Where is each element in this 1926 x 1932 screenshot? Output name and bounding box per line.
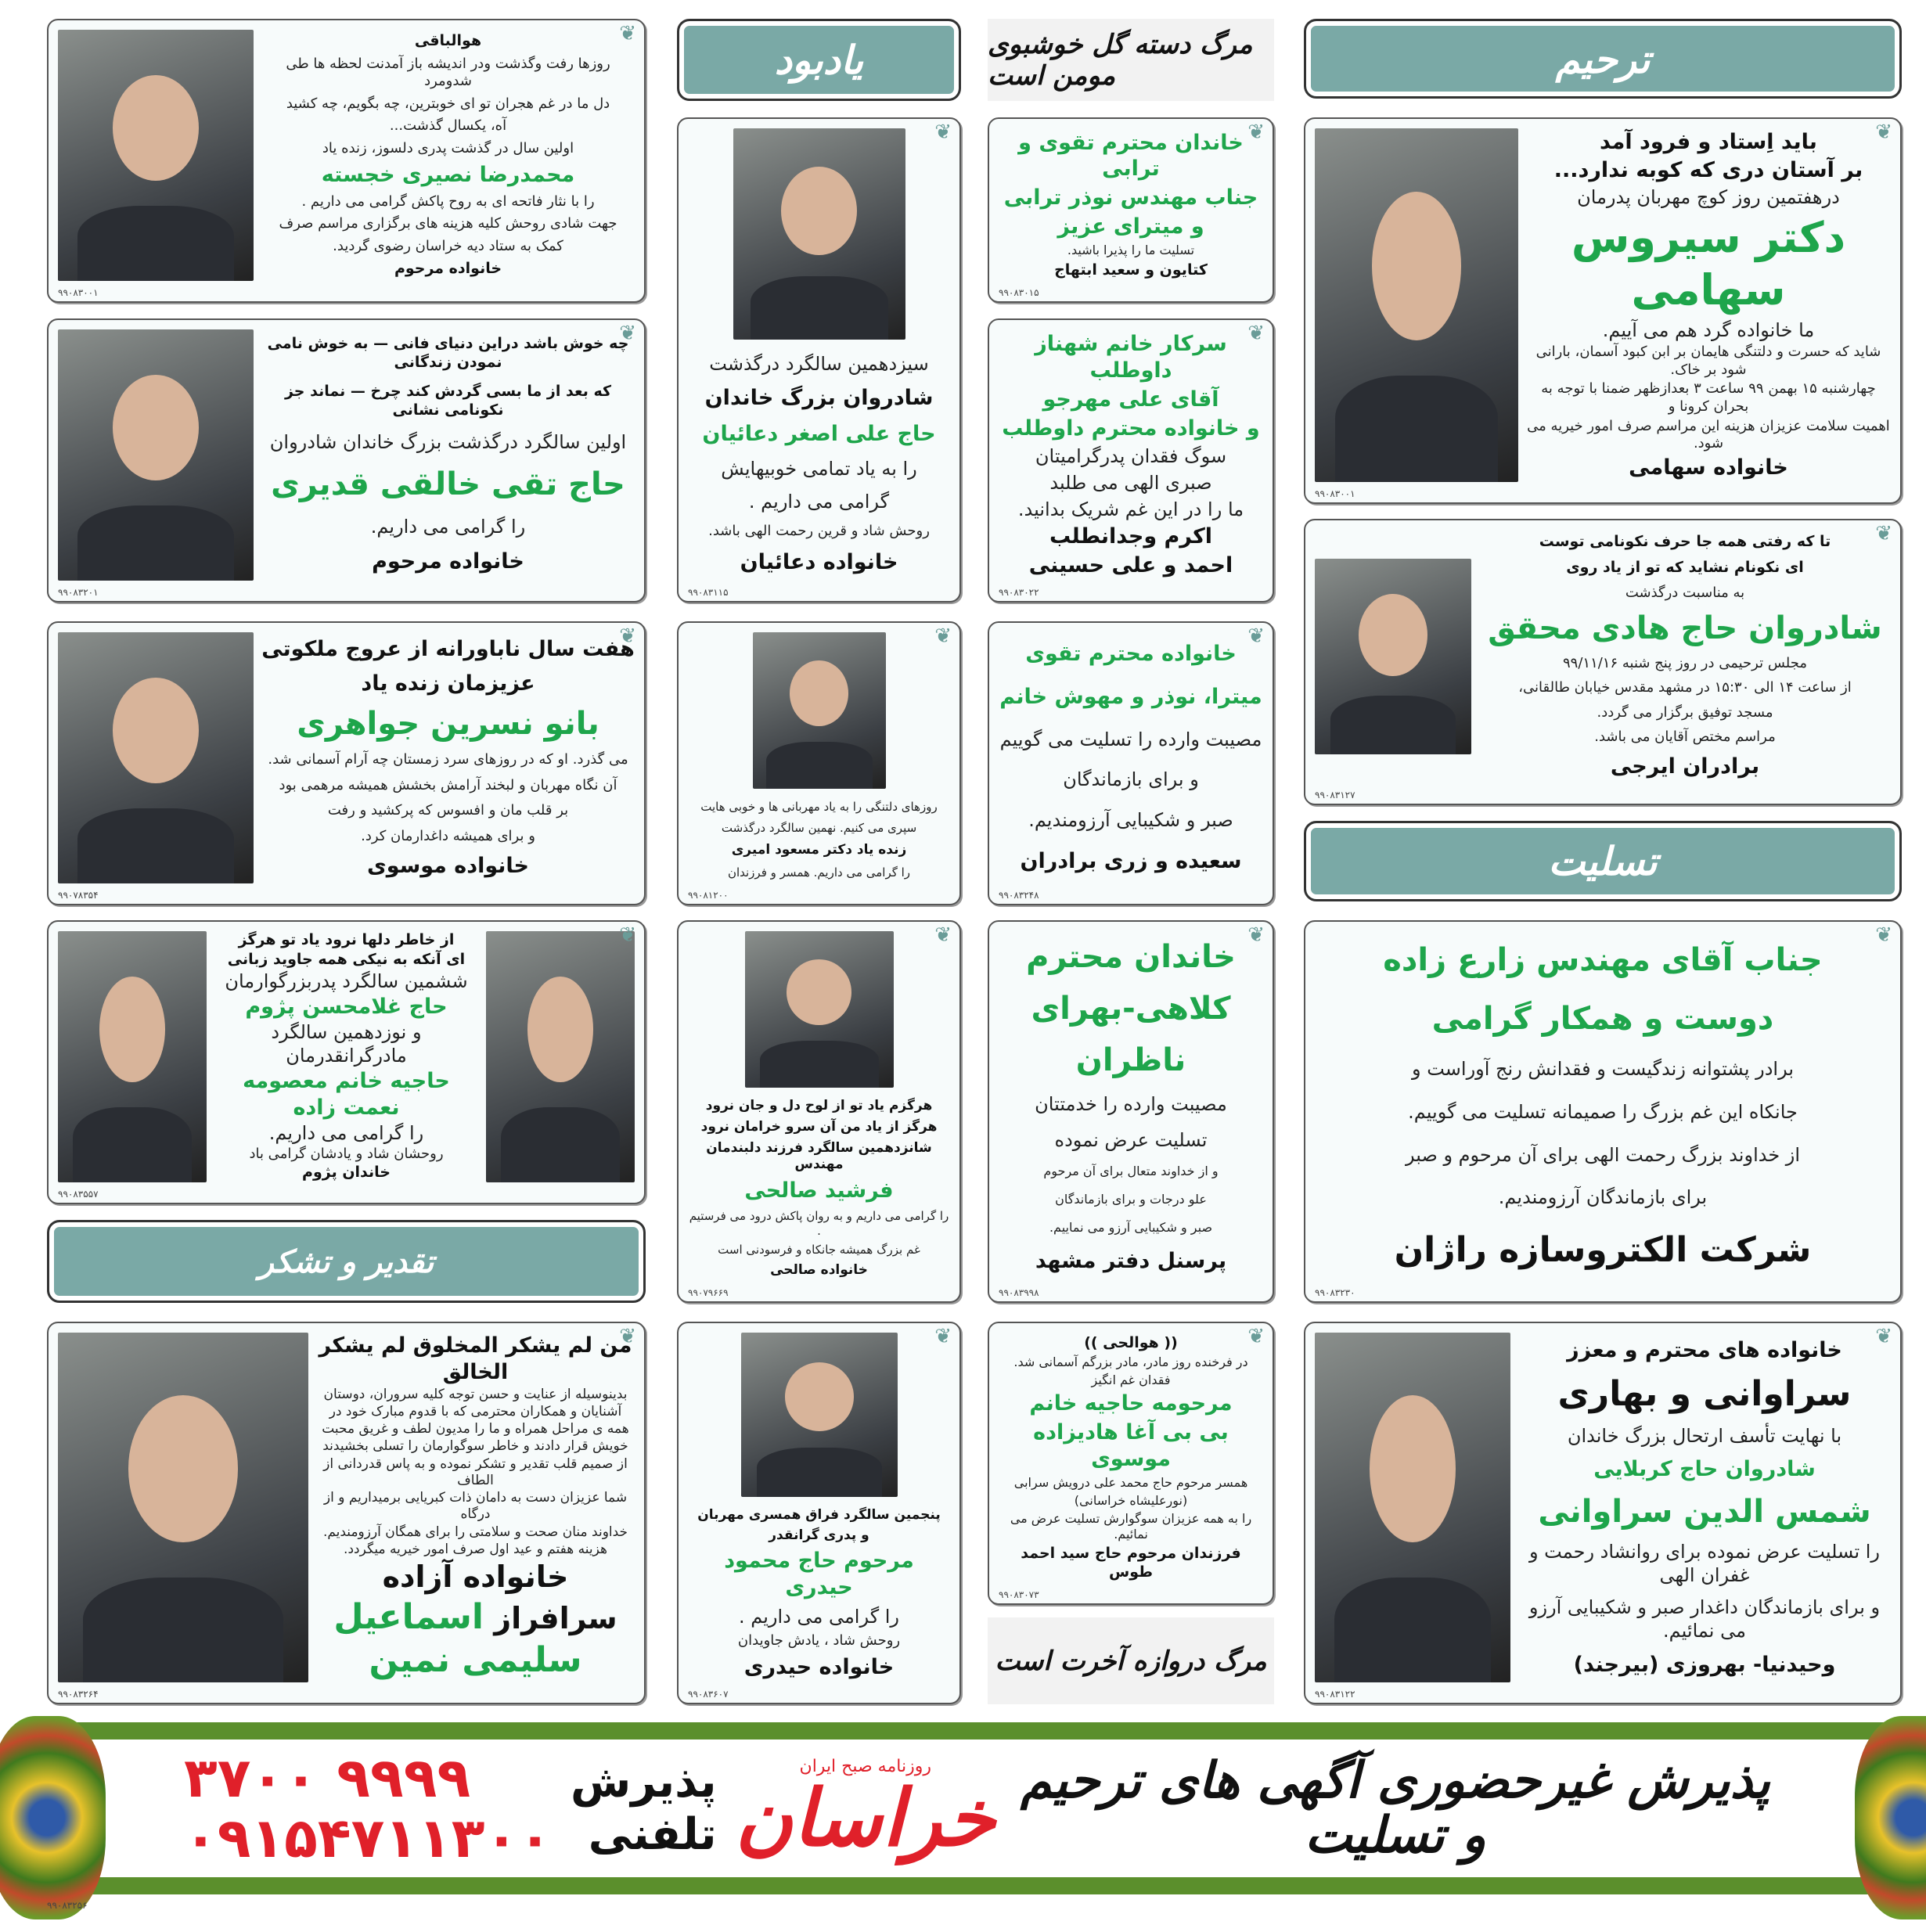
phone-number: ۳۷۰۰ ۹۹۹۹: [184, 1746, 471, 1810]
deceased-name: دکتر سیروس سهامی: [1571, 212, 1846, 315]
ad-line: هفت سال ناباورانه از عروج ملکوتی: [261, 636, 635, 661]
phone-numbers: [184, 1748, 552, 1869]
ad-text: [999, 632, 1263, 883]
ad-line: تا که رفتی همه جا حرف نکونامی توست: [1539, 533, 1831, 551]
ad-line: شانزدهمین سالگرد فرزند دلبندمان مهندس: [706, 1140, 932, 1173]
ad-text: [999, 128, 1263, 281]
logo-subtitle: روزنامه صبح ایران: [799, 1757, 931, 1777]
ad-line: و برای بازماندگان داغدار صبر و شکیبایی آرزو می نمائیم.: [1528, 1596, 1881, 1642]
signature-family: خانواده آزاده سرافراز: [382, 1559, 617, 1636]
obituary-ad: [47, 19, 646, 303]
obituary-ad: [47, 920, 646, 1204]
ad-code: ۹۹۰۸۳۲۵۶: [47, 1900, 88, 1911]
ad-text: [261, 329, 635, 581]
deceased-name: خاندان محترم تقوی و ترابی: [1018, 130, 1244, 182]
ornament-icon: [0, 1716, 106, 1919]
ad-line: و نوزدهمین سالگرد مادرگرانقدرمان: [271, 1021, 422, 1067]
ad-line: خانواده دعائیان: [740, 550, 898, 575]
ad-line: را به همه عزیزان سوگوارش تسلیت عرض می نمائیم.: [1010, 1510, 1252, 1542]
ad-line: تسلیت عرض نموده: [1054, 1128, 1208, 1151]
ad-line: گرامی می داریم .: [748, 490, 890, 513]
ad-code: ۹۹۰۸۳۹۹۸: [999, 1287, 1039, 1298]
deceased-name: شمس الدین سراوانی: [1538, 1493, 1871, 1530]
reception-line: پذیرش: [570, 1756, 717, 1808]
portrait-photo: [58, 1333, 308, 1682]
ad-text: [1479, 530, 1891, 783]
ad-line: ما خانواده گرد هم می آییم.: [1602, 318, 1815, 341]
portrait-photo: [58, 329, 254, 581]
portrait-photo: [486, 931, 635, 1182]
obituary-ad: [1304, 519, 1902, 805]
obituary-ad: [1304, 117, 1902, 504]
ad-line: درهفتمین روز کوچ مهربان پدرمان: [1577, 186, 1840, 209]
portrait-photo: [741, 1333, 898, 1497]
ad-line: و پدری گرانقدر: [769, 1527, 869, 1543]
deceased-name: اسماعیل سلیمی نمین: [333, 1597, 582, 1681]
ad-line: خویش قرار دادند و خاطر سوگوارمان را تسلی بخشیدند: [322, 1438, 628, 1455]
ad-code: ۹۹۰۸۳۱۱۵: [688, 587, 729, 598]
ad-line: مسجد توفیق برگزار می گردد.: [1597, 703, 1773, 721]
ad-line: از خاطر دلها نرود یاد تو هرگز: [238, 931, 455, 949]
ad-line: جانکاه این غم بزرگ را صمیمانه تسلیت می گوییم.: [1408, 1100, 1798, 1123]
obituary-ad: [988, 920, 1274, 1303]
ad-text: [1518, 1333, 1891, 1682]
deceased-name: و خانواده محترم داوطلب: [1002, 416, 1260, 441]
ad-text: [1526, 128, 1891, 482]
ad-line: روحش شاد و قرین رحمت الهی باشد.: [708, 522, 930, 539]
ad-line: بدینوسیله از عنایت و حسن توجه کلیه سروران، دوستان: [323, 1386, 628, 1402]
obituary-ad: [988, 318, 1274, 603]
ad-line: مراسم مختص آقایان می باشد.: [1594, 729, 1776, 746]
ad-code: ۹۹۰۷۹۶۶۹: [688, 1287, 729, 1298]
ad-text: [702, 347, 935, 581]
deceased-name: حاج علی اصغر دعائیان: [702, 421, 936, 446]
ad-line: را گرامی می داریم.: [370, 515, 526, 538]
ad-line: علو درجات و برای بازماندگان: [1055, 1192, 1207, 1207]
ad-line: خاندان پژوم: [302, 1163, 391, 1181]
ad-code: ۹۹۰۸۳۱۲۷: [1315, 790, 1355, 801]
obituary-ad: [677, 920, 961, 1303]
ad-text: [261, 30, 635, 281]
portrait-photo: [58, 30, 254, 281]
ad-line: را با نثار فاتحه ای به روح پاکش گرامی می داریم .: [301, 192, 595, 210]
ad-line: دل ما در غم هجران تو ای خوبترین، چه بگویم، چه کشید: [286, 95, 610, 112]
ad-line: خانواده موسوی: [367, 854, 529, 879]
ad-line: در فرخنده روز مادر، مادر بزرگم آسمانی شد.: [1013, 1355, 1248, 1370]
ad-line: مصیبت وارده را تسلیت می گوییم: [999, 728, 1262, 750]
obituary-ad: [1304, 920, 1902, 1303]
ad-line: عزیزمان زنده یاد: [361, 671, 535, 696]
ad-line: هرگز از یاد من آن سرو خرامان نرود: [700, 1118, 938, 1135]
ad-line: و برای همیشه داغدارمان کرد.: [361, 827, 535, 844]
ornament-icon: [1855, 1716, 1926, 1919]
slogan-text: مرگ دروازه آخرت است: [995, 1645, 1267, 1677]
ad-line: روزها رفت وگذشت ودر اندیشه باز آمدنت لحظه ها طی شدومرد: [286, 55, 610, 90]
ad-text: [700, 797, 937, 883]
header-title: یادبود: [774, 37, 864, 83]
ad-line: کتایون و سعید ابتهاج: [1054, 261, 1208, 279]
deceased-name: جناب آقای مهندس زارع زاده: [1383, 942, 1823, 979]
khorasan-banner: [59, 1722, 1902, 1894]
slogan-top: [988, 19, 1274, 101]
ad-code: ۹۹۰۸۳۰۰۱: [58, 287, 99, 298]
ad-code: ۹۹۰۸۳۰۰۱: [1315, 488, 1355, 499]
portrait-photo: [1315, 1333, 1510, 1682]
slogan-text: مرگ دسته گل خوشبوی مومن است: [988, 28, 1253, 92]
ad-line: اهمیت سلامت عزیزان هزینه این مراسم صرف امور خیریه می شود.: [1527, 417, 1890, 452]
ad-line: اولین سال در گذشت پدری دلسوز، زنده یاد: [322, 139, 574, 157]
ad-code: ۹۹۰۸۳۰۲۲: [999, 587, 1039, 598]
ad-line: فقدان غم انگیز: [1091, 1373, 1171, 1388]
ad-line: شما عزیزان دست به دامان ذات کبریایی برمیداریم و از درگاه: [323, 1490, 628, 1523]
ad-code: ۹۹۰۸۳۲۰۱: [58, 587, 99, 598]
ad-line: ای آنکه به نیکی همه جاوید زبانی: [227, 950, 466, 968]
ad-line: روزهای دلتنگی را به یاد مهربانی ها و خوبی هایت: [700, 800, 938, 815]
deceased-name: جناب مهندس نوذر ترابی: [1003, 185, 1258, 210]
ad-line: پنجمین سالگرد فراق همسری مهربان: [697, 1506, 941, 1523]
obituary-ad: [47, 318, 646, 603]
ad-text: [688, 1505, 950, 1682]
deceased-name: بی بی آغا هادیزاده موسوی: [1033, 1420, 1229, 1471]
ad-text: [999, 329, 1263, 581]
portrait-photo: [58, 931, 207, 1182]
ad-line: صبر و شکیبایی آرزومندیم.: [1028, 808, 1233, 831]
ad-line: شاید که حسرت و دلتنگی هایمان بر ابن کبود آسمان، بارانی شود بر خاک.: [1535, 344, 1881, 378]
reception-label: [571, 1756, 717, 1861]
ad-line: هرگزم یاد تو از لوح دل و جان نرود: [705, 1097, 933, 1114]
ad-line: سعیده و زری برادران: [1020, 849, 1242, 874]
deceased-name: شادروان حاج هادی محقق: [1488, 610, 1882, 647]
ad-line: از صمیم قلب تقدیر و تشکر نموده و به پاس قدردانی از الطاف: [323, 1455, 628, 1488]
ad-line: به مناسبت درگذشت: [1625, 584, 1745, 601]
ad-line: را به یاد تمامی خوبیهایش: [721, 457, 917, 480]
ad-line: سراوانی و بهاری: [1557, 1373, 1852, 1414]
obituary-ad: [677, 1322, 961, 1704]
ad-line: سوگ فقدان پدرگرامیتان: [1035, 445, 1227, 468]
ad-line: احمد و علی حسینی: [1028, 553, 1233, 578]
banner-main-text: پذیرش غیرحضوری آگهی های ترحیم و تسلیت: [1020, 1750, 1770, 1865]
deceased-name: ناظران: [1075, 1042, 1186, 1078]
obituary-ad: [47, 1322, 646, 1704]
ad-line: من لم یشکر المخلوق لم یشکر الخالق: [319, 1333, 632, 1385]
ad-line: می گذرد. او که در روزهای سرد زمستان چه آرام آسمانی شد.: [268, 751, 628, 768]
ad-signature: [316, 1559, 635, 1682]
ad-line: خانواده مرحوم: [372, 549, 524, 574]
deceased-name: حاجیه خانم معصومه نعمت زاده: [243, 1068, 450, 1120]
ad-line: صبری الهی می طلبد: [1049, 472, 1212, 495]
deceased-name: محمدرضا نصیری خجسته: [321, 163, 575, 188]
ad-line: از ساعت ۱۴ الی ۱۵:۳۰ در مشهد مقدس خیابان طالقانی،: [1518, 679, 1852, 696]
deceased-name: حاج تقی خالقی قدیری: [271, 466, 625, 502]
ad-line: صبر و شکیبایی آرزو می نماییم.: [1049, 1220, 1213, 1236]
ad-line: بر قلب مان و افسوس که پرکشید و رفت: [327, 802, 569, 819]
ad-line: خانواده حیدری: [743, 1654, 895, 1679]
portrait-photo: [745, 931, 894, 1088]
phone-number: ۰۹۱۵۴۷۱۱۳۰۰: [184, 1806, 552, 1870]
deceased-name: آقای علی مهرجو: [1042, 387, 1219, 412]
deceased-name: بانو نسرین جواهری: [297, 706, 599, 743]
ad-code: ۹۹۰۸۳۲۴۸: [999, 890, 1039, 901]
ad-code: ۹۹۰۸۳۰۱۵: [999, 287, 1039, 298]
deceased-name: حاج غلامحسن پژوم: [245, 994, 448, 1019]
ad-line: همسر مرحوم حاج محمد علی درویش سرابی: [1013, 1474, 1248, 1490]
deceased-name: دوست و همکار گرامی: [1431, 1000, 1774, 1037]
ad-line: باید اِستاد و فرود آمد: [1600, 130, 1817, 155]
ad-line: بر آستان دری که کوبه ندارد...: [1553, 158, 1863, 183]
ad-line: آشنایان و همکاران محترمی که با قدوم مبارک خود در: [329, 1404, 622, 1420]
header-title: تسلیت: [1548, 838, 1658, 884]
ad-line: خانواده های محترم و معزز: [1567, 1337, 1842, 1362]
obituary-ad: [677, 117, 961, 603]
ad-line: سیزدهمین سالگرد درگذشت: [709, 353, 929, 376]
obituary-ad: [988, 621, 1274, 905]
ad-line: ما را در این غم شریک بدانید.: [1017, 498, 1244, 520]
header-taghdir: [47, 1220, 646, 1303]
ad-line: خانواده مرحوم: [394, 260, 502, 278]
ad-line: سپری می کنیم. نهمین سالگرد درگذشت: [721, 821, 917, 836]
ad-text: [316, 1333, 635, 1682]
ad-text: [1315, 931, 1891, 1281]
ad-line: (نورعلیشاه خراسانی): [1074, 1492, 1188, 1508]
ad-line: از خداوند بزرگ رحمت الهی برای آن مرحوم و صبر: [1405, 1143, 1801, 1166]
portrait-photo: [1315, 559, 1471, 754]
obituary-ad: [1304, 1322, 1902, 1704]
ad-line: وحیدنیا- بهروزی (بیرجند): [1573, 1652, 1836, 1677]
portrait-photo: [733, 128, 905, 340]
ad-code: ۹۹۰۸۳۲۳۰: [1315, 1287, 1355, 1298]
obituary-ad: [677, 621, 961, 905]
ad-line: هزینه هفتم و عید اول صرف امور خیریه میگردد.: [344, 1541, 607, 1557]
deceased-name: مرحوم حاج محمود حیدری: [724, 1549, 914, 1600]
ad-line: اولین سالگرد درگذشت بزرگ خاندان شادروان: [269, 431, 627, 454]
ad-line: کمک به ستاد دیه خراسان رضوی گردید.: [333, 237, 563, 254]
slogan-bottom: [988, 1617, 1274, 1704]
ad-line: (( هوالحی )): [1084, 1333, 1178, 1351]
ad-code: ۹۹۰۸۳۲۶۴: [58, 1689, 99, 1700]
ad-line: شادروان بزرگ خاندان: [704, 386, 934, 411]
ad-text: [261, 632, 635, 883]
ad-code: ۹۹۰۸۱۲۰۰: [688, 890, 729, 901]
reception-line: تلفنی: [588, 1809, 717, 1860]
ad-line: چه خوش باشد دراین دنیای فانی — به خوش نامی نمودن زندگانی: [267, 334, 629, 371]
deceased-name: و میترای عزیز: [1057, 214, 1204, 239]
ad-line: روحشان شاد و یادشان گرامی باد: [249, 1145, 444, 1162]
ad-line: را تسلیت عرض نموده برای روانشاد رحمت و غفران الهی: [1528, 1540, 1881, 1586]
ad-line: اکرم وجدانطلب: [1049, 524, 1213, 549]
deceased-name: شادروان حاج کربلایی: [1593, 1457, 1816, 1482]
portrait-photo: [1315, 128, 1518, 482]
ad-text: [999, 1333, 1263, 1583]
ad-line: خداوند منان صحت و سلامتی را برای همگان آرزومندیم.: [322, 1524, 628, 1540]
header-yadbood: [677, 19, 961, 101]
ad-line: جهت شادی روحش کلیه هزینه های برگزاری مراسم صرف: [279, 215, 617, 232]
ad-code: ۹۹۰۸۳۱۲۲: [1315, 1689, 1355, 1700]
ad-line: آه، یکسال گذشت...: [389, 117, 507, 135]
header-title: تقدیر و تشکر: [258, 1243, 434, 1280]
ad-code: ۹۹۰۷۸۳۵۴: [58, 890, 99, 901]
deceased-name: مرحومه حاجیه خانم: [1029, 1391, 1233, 1416]
ad-text: [214, 931, 478, 1182]
header-tarhim: [1304, 19, 1902, 99]
ad-code: ۹۹۰۸۳۵۵۷: [58, 1189, 99, 1200]
ad-line: تسلیت ما را پذیرا باشید.: [1067, 243, 1195, 258]
ad-line: برادر پشتوانه زندگیست و فقدانش رنج آوراست و: [1412, 1058, 1795, 1081]
ad-line: که بعد از ما بسی گردش کند چرخ — نماند جز نکونامی نشانی: [284, 383, 612, 419]
ad-line: غم بزرگ همیشه جانکاه و فرسودنی است: [718, 1243, 920, 1257]
ad-code: ۹۹۰۸۳۶۰۷: [688, 1689, 729, 1700]
ad-line: فرزندان مرحوم حاج سید احمد طوس: [1021, 1544, 1241, 1581]
logo-text: خراسان: [735, 1771, 995, 1864]
ad-line: را گرامی می داریم.: [268, 1122, 424, 1145]
header-title: ترحیم: [1555, 35, 1651, 82]
deceased-name: سرکار خانم شهناز داوطلب: [1035, 331, 1227, 383]
deceased-name: میترا، نوذر و مهوش خانم: [999, 685, 1262, 710]
ad-line: زنده یاد دکتر مسعود امیری: [731, 842, 907, 858]
ad-line: و از خداوند متعال برای آن مرحوم: [1043, 1164, 1219, 1179]
deceased-name: کلاهی-بهرای: [1031, 990, 1231, 1027]
ad-line: همه ی مراحل همراه و ما را مدیون لطف و غریق محبت: [322, 1421, 629, 1437]
header-tasliat: [1304, 821, 1902, 901]
ad-line: چهارشنبه ۱۵ بهمن ۹۹ ساعت ۳ بعدازظهر ضمنا با توجه به بحران کرونا و: [1541, 380, 1876, 415]
ad-line: با نهایت تأسف ارتحال بزرگ خاندان: [1567, 1425, 1842, 1448]
obituary-ad: [47, 621, 646, 905]
deceased-name: فرشید صالحی: [744, 1178, 894, 1203]
ad-line: ای نکونام نشاید که تو از یاد روی: [1566, 559, 1804, 577]
ad-line: پرسنل دفتر مشهد: [1035, 1249, 1227, 1274]
ad-line: روحش شاد ، یادش جاویدان: [737, 1632, 901, 1650]
ad-line: خانواده صالحی: [770, 1261, 868, 1278]
deceased-name: خانواده محترم تقوی: [1025, 641, 1237, 666]
ad-line: خانواده سهامی: [1629, 455, 1788, 480]
obituary-ad: [988, 1322, 1274, 1605]
ad-line: را گرامی می داریم .: [738, 1605, 900, 1628]
ad-line: آن نگاه مهربان و لبخند آرامش بخشش همیشه مرهمی بود: [279, 776, 617, 793]
ad-code: ۹۹۰۸۳۰۷۳: [999, 1589, 1039, 1600]
ad-line: شرکت الکتروسازه راژان: [1394, 1229, 1812, 1270]
ad-line: ششمین سالگرد پدربزرگوارمان: [225, 970, 468, 993]
ad-line: برای بازماندگان آرزومندیم.: [1498, 1186, 1708, 1209]
ad-line: را گرامی می داریم. همسر و فرزندان: [727, 865, 911, 880]
ad-line: هوالباقی: [414, 31, 482, 49]
ad-line: را گرامی می داریم و به روان پاکش درود می فرستیم .: [689, 1208, 949, 1238]
khorasan-logo: [735, 1757, 995, 1864]
ad-line: برادران ایرجی: [1610, 754, 1760, 779]
portrait-photo: [753, 632, 886, 789]
ad-text: [688, 1096, 950, 1281]
deceased-name: خاندان محترم: [1026, 938, 1236, 975]
obituary-ad: [988, 117, 1274, 303]
ad-line: مجلس ترحیمی در روز پنج شنبه ۹۹/۱۱/۱۶: [1563, 655, 1807, 672]
ad-line: و برای بازماندگان: [1063, 768, 1199, 791]
portrait-photo: [58, 632, 254, 883]
ad-text: [999, 931, 1263, 1281]
ad-line: مصیبت وارده را خدمتتان: [1035, 1092, 1227, 1115]
